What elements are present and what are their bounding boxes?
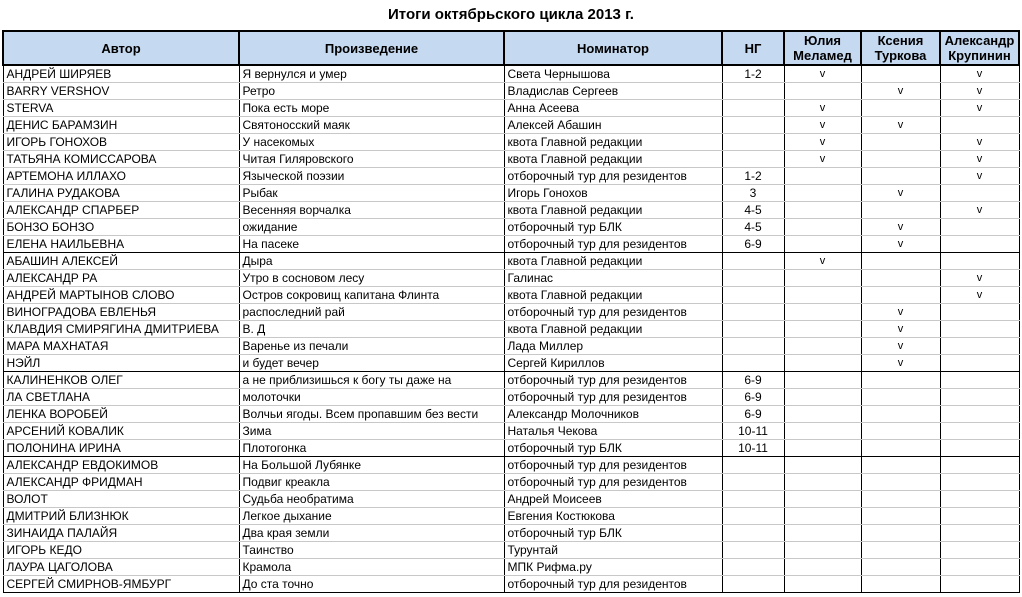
cell-author: АЛЕКСАНДР ФРИДМАН — [3, 474, 239, 491]
cell-work: До ста точно — [239, 576, 504, 593]
cell-work: Языческой поэзии — [239, 168, 504, 185]
cell-work: молоточки — [239, 389, 504, 406]
cell-work: На пасеке — [239, 236, 504, 253]
cell-judge-2-mark — [861, 100, 940, 117]
cell-judge-1-mark — [784, 508, 861, 525]
cell-judge-1-mark — [784, 321, 861, 338]
header-judge-2 — [861, 31, 940, 65]
cell-nominator: Сергей Кириллов — [504, 355, 722, 372]
table-row — [3, 202, 1019, 219]
cell-author: ИГОРЬ КЕДО — [3, 542, 239, 559]
cell-author: АБАШИН АЛЕКСЕЙ — [3, 253, 239, 270]
cell-ng — [722, 253, 784, 270]
cell-ng — [722, 457, 784, 474]
cell-judge-1-mark — [784, 559, 861, 576]
cell-ng — [722, 151, 784, 168]
header-judge-1 — [784, 31, 861, 65]
cell-judge-1-mark: v — [784, 65, 861, 83]
cell-judge-1-mark — [784, 525, 861, 542]
cell-work: У насекомых — [239, 134, 504, 151]
cell-judge-1-mark — [784, 406, 861, 423]
cell-work: Варенье из печали — [239, 338, 504, 355]
cell-judge-3-mark: v — [940, 168, 1019, 185]
cell-work: ожидание — [239, 219, 504, 236]
cell-nominator: Анна Асеева — [504, 100, 722, 117]
cell-nominator: отборочный тур для резидентов — [504, 236, 722, 253]
cell-author: АНДРЕЙ ШИРЯЕВ — [3, 65, 239, 83]
cell-nominator: Лада Миллер — [504, 338, 722, 355]
cell-judge-2-mark — [861, 372, 940, 389]
cell-work: Святоносский маяк — [239, 117, 504, 134]
cell-judge-1-mark — [784, 389, 861, 406]
cell-judge-2-mark — [861, 151, 940, 168]
cell-ng: 1-2 — [722, 168, 784, 185]
cell-ng — [722, 508, 784, 525]
cell-judge-1-mark: v — [784, 100, 861, 117]
cell-judge-3-mark — [940, 491, 1019, 508]
cell-ng: 10-11 — [722, 423, 784, 440]
cell-ng — [722, 542, 784, 559]
cell-judge-1-mark — [784, 491, 861, 508]
cell-judge-3-mark — [940, 423, 1019, 440]
cell-nominator: квота Главной редакции — [504, 202, 722, 219]
table-row — [3, 185, 1019, 202]
cell-ng: 6-9 — [722, 372, 784, 389]
cell-judge-1-mark — [784, 355, 861, 372]
cell-ng: 6-9 — [722, 389, 784, 406]
cell-judge-2-mark: v — [861, 219, 940, 236]
cell-work: Легкое дыхание — [239, 508, 504, 525]
cell-work: Судьба необратима — [239, 491, 504, 508]
cell-nominator: Владислав Сергеев — [504, 83, 722, 100]
cell-judge-2-mark — [861, 287, 940, 304]
cell-judge-2-mark — [861, 168, 940, 185]
table-row — [3, 440, 1019, 457]
cell-work: Ретро — [239, 83, 504, 100]
cell-work: Плотогонка — [239, 440, 504, 457]
cell-judge-2-mark — [861, 202, 940, 219]
cell-judge-2-mark — [861, 559, 940, 576]
table-row — [3, 338, 1019, 355]
cell-judge-3-mark — [940, 372, 1019, 389]
cell-nominator: Света Чернышова — [504, 65, 722, 83]
header-row — [3, 31, 1019, 65]
cell-work: Я вернулся и умер — [239, 65, 504, 83]
cell-author: ВОЛОТ — [3, 491, 239, 508]
cell-judge-2-mark: v — [861, 355, 940, 372]
cell-ng — [722, 491, 784, 508]
cell-judge-3-mark — [940, 117, 1019, 134]
cell-author: КЛАВДИЯ СМИРЯГИНА ДМИТРИЕВА — [3, 321, 239, 338]
cell-judge-1-mark — [784, 474, 861, 491]
cell-work: Два края земли — [239, 525, 504, 542]
cell-judge-3-mark — [940, 219, 1019, 236]
table-row — [3, 542, 1019, 559]
cell-author: ДЕНИС БАРАМЗИН — [3, 117, 239, 134]
cell-ng: 1-2 — [722, 65, 784, 83]
cell-work: Весенняя ворчалка — [239, 202, 504, 219]
cell-work: Читая Гиляровского — [239, 151, 504, 168]
cell-author: ЗИНАИДА ПАЛАЙЯ — [3, 525, 239, 542]
table-body — [3, 65, 1019, 593]
cell-judge-1-mark: v — [784, 117, 861, 134]
cell-judge-1-mark — [784, 542, 861, 559]
cell-nominator: Александр Молочников — [504, 406, 722, 423]
cell-work: Подвиг креакла — [239, 474, 504, 491]
cell-nominator: отборочный тур для резидентов — [504, 372, 722, 389]
cell-work: Зима — [239, 423, 504, 440]
cell-ng — [722, 474, 784, 491]
cell-judge-1-mark — [784, 83, 861, 100]
table-row — [3, 576, 1019, 593]
cell-work: Рыбак — [239, 185, 504, 202]
cell-judge-1-mark — [784, 338, 861, 355]
cell-judge-2-mark — [861, 270, 940, 287]
cell-judge-3-mark — [940, 338, 1019, 355]
cell-author: МАРА МАХНАТАЯ — [3, 338, 239, 355]
table-row — [3, 117, 1019, 134]
cell-work: распоследний рай — [239, 304, 504, 321]
header-judge-3-line1: Александр — [944, 33, 1015, 48]
cell-nominator: отборочный тур для резидентов — [504, 576, 722, 593]
table-row — [3, 525, 1019, 542]
cell-judge-1-mark — [784, 304, 861, 321]
cell-judge-2-mark — [861, 253, 940, 270]
cell-judge-3-mark: v — [940, 100, 1019, 117]
cell-judge-1-mark — [784, 219, 861, 236]
cell-judge-2-mark: v — [861, 236, 940, 253]
cell-judge-2-mark — [861, 576, 940, 593]
cell-author: КАЛИНЕНКОВ ОЛЕГ — [3, 372, 239, 389]
cell-judge-2-mark: v — [861, 304, 940, 321]
table-row — [3, 406, 1019, 423]
cell-judge-2-mark — [861, 474, 940, 491]
cell-author: ГАЛИНА РУДАКОВА — [3, 185, 239, 202]
header-judge-1-line1: Юлия — [804, 33, 841, 48]
cell-judge-1-mark: v — [784, 151, 861, 168]
cell-nominator: Турунтай — [504, 542, 722, 559]
table-row — [3, 491, 1019, 508]
cell-judge-2-mark — [861, 457, 940, 474]
cell-nominator: отборочный тур БЛК — [504, 525, 722, 542]
cell-ng — [722, 270, 784, 287]
cell-nominator: квота Главной редакции — [504, 321, 722, 338]
cell-judge-3-mark — [940, 304, 1019, 321]
cell-judge-2-mark: v — [861, 117, 940, 134]
cell-work: Остров сокровищ капитана Флинта — [239, 287, 504, 304]
table-row — [3, 83, 1019, 100]
cell-ng — [722, 559, 784, 576]
cell-nominator: Андрей Моисеев — [504, 491, 722, 508]
cell-judge-1-mark — [784, 457, 861, 474]
cell-judge-3-mark: v — [940, 65, 1019, 83]
cell-judge-1-mark — [784, 440, 861, 457]
cell-nominator: Галинас — [504, 270, 722, 287]
table-row — [3, 151, 1019, 168]
table-row — [3, 304, 1019, 321]
cell-nominator: Евгения Костюкова — [504, 508, 722, 525]
cell-ng — [722, 287, 784, 304]
cell-nominator: квота Главной редакции — [504, 134, 722, 151]
header-nominator: Номинатор — [504, 31, 722, 65]
table-row — [3, 321, 1019, 338]
cell-ng — [722, 321, 784, 338]
cell-author: ДМИТРИЙ БЛИЗНЮК — [3, 508, 239, 525]
cell-author: АЛЕКСАНДР СПАРБЕР — [3, 202, 239, 219]
cell-author: АРСЕНИЙ КОВАЛИК — [3, 423, 239, 440]
cell-work: а не приблизишься к богу ты даже на — [239, 372, 504, 389]
cell-author: ЛЕНКА ВОРОБЕЙ — [3, 406, 239, 423]
cell-judge-1-mark — [784, 372, 861, 389]
cell-nominator: квота Главной редакции — [504, 151, 722, 168]
cell-author: АЛЕКСАНДР РА — [3, 270, 239, 287]
cell-nominator: Игорь Гонохов — [504, 185, 722, 202]
table-row — [3, 559, 1019, 576]
cell-judge-2-mark: v — [861, 185, 940, 202]
header-judge-2-line1: Ксения — [877, 33, 924, 48]
header-judge-1-line2: Меламед — [793, 48, 852, 63]
cell-nominator: отборочный тур БЛК — [504, 219, 722, 236]
cell-ng — [722, 117, 784, 134]
table-row — [3, 355, 1019, 372]
cell-judge-2-mark — [861, 134, 940, 151]
cell-ng: 4-5 — [722, 219, 784, 236]
cell-judge-3-mark — [940, 321, 1019, 338]
table-row — [3, 134, 1019, 151]
cell-author: БОНЗО БОНЗО — [3, 219, 239, 236]
cell-ng — [722, 355, 784, 372]
cell-judge-2-mark — [861, 508, 940, 525]
header-work: Произведение — [239, 31, 504, 65]
cell-judge-3-mark: v — [940, 83, 1019, 100]
cell-judge-2-mark — [861, 525, 940, 542]
cell-judge-3-mark: v — [940, 151, 1019, 168]
cell-judge-1-mark — [784, 423, 861, 440]
cell-judge-1-mark — [784, 287, 861, 304]
cell-author: BARRY VERSHOV — [3, 83, 239, 100]
cell-ng — [722, 83, 784, 100]
cell-judge-3-mark — [940, 355, 1019, 372]
cell-nominator: МПК Рифма.ру — [504, 559, 722, 576]
cell-judge-2-mark — [861, 389, 940, 406]
cell-judge-3-mark — [940, 440, 1019, 457]
cell-author: АЛЕКСАНДР ЕВДОКИМОВ — [3, 457, 239, 474]
cell-judge-3-mark: v — [940, 270, 1019, 287]
page-title: Итоги октябрьского цикла 2013 г. — [388, 6, 634, 23]
cell-judge-2-mark — [861, 491, 940, 508]
cell-ng: 6-9 — [722, 406, 784, 423]
table-row — [3, 389, 1019, 406]
cell-judge-1-mark — [784, 168, 861, 185]
cell-judge-2-mark — [861, 423, 940, 440]
cell-work: Пока есть море — [239, 100, 504, 117]
cell-author: СЕРГЕЙ СМИРНОВ-ЯМБУРГ — [3, 576, 239, 593]
cell-work: Крамола — [239, 559, 504, 576]
cell-judge-3-mark — [940, 508, 1019, 525]
header-judge-2-line2: Туркова — [874, 48, 927, 63]
cell-judge-1-mark — [784, 576, 861, 593]
cell-nominator: квота Главной редакции — [504, 287, 722, 304]
cell-judge-3-mark — [940, 185, 1019, 202]
cell-judge-3-mark — [940, 559, 1019, 576]
cell-judge-3-mark — [940, 389, 1019, 406]
table-row — [3, 168, 1019, 185]
cell-judge-3-mark: v — [940, 287, 1019, 304]
table-row — [3, 65, 1019, 83]
cell-author: ИГОРЬ ГОНОХОВ — [3, 134, 239, 151]
table-row — [3, 253, 1019, 270]
cell-nominator: Наталья Чекова — [504, 423, 722, 440]
cell-nominator: отборочный тур для резидентов — [504, 168, 722, 185]
cell-work: Таинство — [239, 542, 504, 559]
cell-nominator: отборочный тур для резидентов — [504, 389, 722, 406]
cell-author: АНДРЕЙ МАРТЫНОВ СЛОВО — [3, 287, 239, 304]
cell-judge-3-mark — [940, 576, 1019, 593]
cell-judge-3-mark — [940, 542, 1019, 559]
cell-judge-3-mark — [940, 253, 1019, 270]
cell-author: ЛА СВЕТЛАНА — [3, 389, 239, 406]
cell-judge-3-mark — [940, 457, 1019, 474]
cell-author: ЕЛЕНА НАИЛЬЕВНА — [3, 236, 239, 253]
cell-judge-1-mark — [784, 185, 861, 202]
table-row — [3, 423, 1019, 440]
cell-ng: 4-5 — [722, 202, 784, 219]
cell-nominator: отборочный тур для резидентов — [504, 474, 722, 491]
cell-judge-3-mark — [940, 525, 1019, 542]
header-author: Автор — [3, 31, 239, 65]
cell-ng — [722, 304, 784, 321]
cell-ng: 6-9 — [722, 236, 784, 253]
cell-judge-2-mark: v — [861, 83, 940, 100]
header-ng: НГ — [722, 31, 784, 65]
cell-author: ЛАУРА ЦАГОЛОВА — [3, 559, 239, 576]
cell-judge-2-mark — [861, 406, 940, 423]
table-row — [3, 508, 1019, 525]
cell-ng: 3 — [722, 185, 784, 202]
cell-ng — [722, 134, 784, 151]
cell-nominator: отборочный тур для резидентов — [504, 304, 722, 321]
cell-judge-3-mark — [940, 474, 1019, 491]
cell-author: ВИНОГРАДОВА ЕВЛЕНЬЯ — [3, 304, 239, 321]
cell-judge-1-mark — [784, 202, 861, 219]
header-judge-3 — [940, 31, 1019, 65]
table-row — [3, 474, 1019, 491]
cell-nominator: Алексей Абашин — [504, 117, 722, 134]
cell-judge-1-mark — [784, 270, 861, 287]
cell-ng — [722, 338, 784, 355]
cell-work: и будет вечер — [239, 355, 504, 372]
cell-author: АРТЕМОНА ИЛЛАХО — [3, 168, 239, 185]
cell-nominator: отборочный тур для резидентов — [504, 457, 722, 474]
cell-judge-2-mark — [861, 542, 940, 559]
cell-judge-3-mark: v — [940, 134, 1019, 151]
results-table — [2, 30, 1020, 593]
cell-work: Утро в сосновом лесу — [239, 270, 504, 287]
cell-ng — [722, 576, 784, 593]
cell-ng: 10-11 — [722, 440, 784, 457]
cell-judge-3-mark — [940, 236, 1019, 253]
cell-judge-2-mark: v — [861, 321, 940, 338]
cell-author: ТАТЬЯНА КОМИССАРОВА — [3, 151, 239, 168]
table-row — [3, 270, 1019, 287]
cell-work: Дыра — [239, 253, 504, 270]
cell-judge-1-mark: v — [784, 134, 861, 151]
cell-ng — [722, 100, 784, 117]
cell-author: НЭЙЛ — [3, 355, 239, 372]
cell-judge-2-mark — [861, 440, 940, 457]
cell-nominator: квота Главной редакции — [504, 253, 722, 270]
cell-judge-2-mark: v — [861, 338, 940, 355]
table-row — [3, 100, 1019, 117]
table-row — [3, 372, 1019, 389]
header-judge-3-line2: Крупинин — [948, 48, 1011, 63]
table-row — [3, 236, 1019, 253]
table-row — [3, 219, 1019, 236]
cell-judge-2-mark — [861, 65, 940, 83]
table-row — [3, 287, 1019, 304]
cell-ng — [722, 525, 784, 542]
cell-judge-3-mark — [940, 406, 1019, 423]
cell-judge-1-mark — [784, 236, 861, 253]
cell-judge-1-mark: v — [784, 253, 861, 270]
table-row — [3, 457, 1019, 474]
cell-nominator: отборочный тур БЛК — [504, 440, 722, 457]
cell-work: На Большой Лубянке — [239, 457, 504, 474]
cell-work: В. Д — [239, 321, 504, 338]
cell-judge-3-mark: v — [940, 202, 1019, 219]
cell-author: STERVA — [3, 100, 239, 117]
cell-work: Волчьи ягоды. Всем пропавшим без вести — [239, 406, 504, 423]
cell-author: ПОЛОНИНА ИРИНА — [3, 440, 239, 457]
